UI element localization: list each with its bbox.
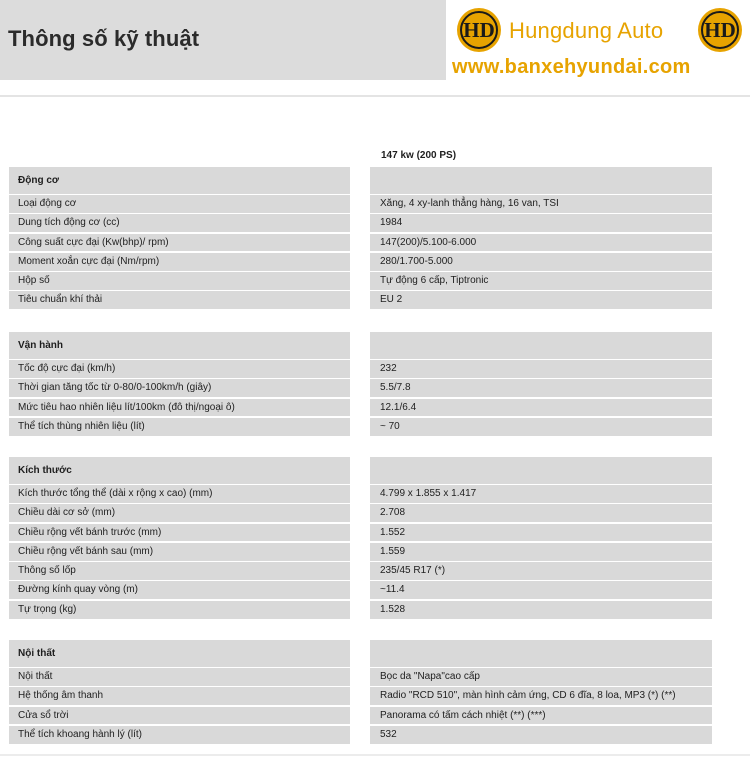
spec-value: 280/1.700-5.000	[370, 253, 712, 271]
spec-label: Chiều dài cơ sở (mm)	[9, 504, 350, 522]
spec-value: 147(200)/5.100-6.000	[370, 234, 712, 252]
spec-value: 532	[370, 726, 712, 744]
table-row	[9, 399, 712, 418]
table-row	[9, 687, 712, 706]
section-title-spacer	[370, 167, 712, 194]
table-row	[9, 234, 712, 253]
spec-label: Thông số lốp	[9, 562, 350, 580]
spec-value: 12.1/6.4	[370, 399, 712, 417]
spec-label: Hệ thống âm thanh	[9, 687, 350, 705]
table-row	[9, 668, 712, 687]
spec-label: Loại động cơ	[9, 195, 350, 213]
table-row	[9, 214, 712, 233]
spec-label: Mức tiêu hao nhiên liệu lít/100km (đô thị/ngoại ô)	[9, 399, 350, 417]
spec-label: Kích thước tổng thể (dài x rộng x cao) (mm)	[9, 485, 350, 503]
spec-value: EU 2	[370, 291, 712, 309]
table-row	[9, 726, 712, 745]
section-header	[9, 332, 712, 360]
table-row	[9, 504, 712, 523]
spec-value: Panorama có tấm cách nhiệt (**) (***)	[370, 707, 712, 725]
spec-label: Nội thất	[9, 668, 350, 686]
spec-value: Xăng, 4 xy-lanh thẳng hàng, 16 van, TSI	[370, 195, 712, 213]
spec-label: Thể tích thùng nhiên liệu (lít)	[9, 418, 350, 436]
spec-value: 4.799 x 1.855 x 1.417	[370, 485, 712, 503]
spec-value: 235/45 R17 (*)	[370, 562, 712, 580]
brand-url[interactable]: www.banxehyundai.com	[452, 56, 691, 78]
spec-value: 5.5/7.8	[370, 379, 712, 397]
table-row	[9, 581, 712, 600]
section-title: Vận hành	[9, 332, 350, 359]
spec-label: Chiều rộng vết bánh sau (mm)	[9, 543, 350, 561]
section-engine	[9, 167, 712, 311]
table-row	[9, 418, 712, 437]
spec-label: Tự trọng (kg)	[9, 601, 350, 619]
section-title-spacer	[370, 640, 712, 667]
table-row	[9, 562, 712, 581]
table-row	[9, 485, 712, 504]
hd-logo-icon	[456, 7, 502, 53]
hd-logo-icon	[697, 7, 743, 53]
section-header	[9, 167, 712, 195]
logo-text-right: HD	[704, 18, 736, 42]
section-title: Kích thước	[9, 457, 350, 484]
spec-label: Cửa sổ trời	[9, 707, 350, 725]
spec-label: Công suất cực đại (Kw(bhp)/ rpm)	[9, 234, 350, 252]
spec-label: Dung tích động cơ (cc)	[9, 214, 350, 232]
spec-label: Đường kính quay vòng (m)	[9, 581, 350, 599]
spec-value: 1984	[370, 214, 712, 232]
spec-label: Thể tích khoang hành lý (lít)	[9, 726, 350, 744]
table-row	[9, 524, 712, 543]
section-title-spacer	[370, 332, 712, 359]
table-row	[9, 543, 712, 562]
section-title-spacer	[370, 457, 712, 484]
table-row	[9, 291, 712, 310]
table-row	[9, 253, 712, 272]
spec-label: Hộp số	[9, 272, 350, 290]
section-dimensions	[9, 457, 712, 620]
spec-value: 1.552	[370, 524, 712, 542]
section-title: Động cơ	[9, 167, 350, 194]
section-header	[9, 640, 712, 668]
spec-label: Chiều rộng vết bánh trước (mm)	[9, 524, 350, 542]
section-interior	[9, 640, 712, 745]
spec-value: 1.559	[370, 543, 712, 561]
section-performance	[9, 332, 712, 437]
table-row	[9, 360, 712, 379]
table-row	[9, 272, 712, 291]
divider	[0, 754, 750, 756]
table-row	[9, 195, 712, 214]
table-row	[9, 601, 712, 620]
spec-value: 232	[370, 360, 712, 378]
spec-value: ~11.4	[370, 581, 712, 599]
brand-name: Hungdung Auto	[509, 18, 664, 43]
spec-label: Moment xoắn cực đại (Nm/rpm)	[9, 253, 350, 271]
table-row	[9, 379, 712, 398]
section-header	[9, 457, 712, 485]
page-title: Thông số kỹ thuật	[8, 26, 200, 51]
table-row	[9, 707, 712, 726]
spec-value: 2.708	[370, 504, 712, 522]
spec-value: Radio "RCD 510", màn hình cảm ứng, CD 6 đĩa, 8 loa, MP3 (*) (**)	[370, 687, 712, 705]
spec-value: Bọc da "Napa"cao cấp	[370, 668, 712, 686]
spec-label: Tiêu chuẩn khí thải	[9, 291, 350, 309]
section-title: Nội thất	[9, 640, 350, 667]
logo-text-left: HD	[463, 18, 495, 42]
spec-value: Tự động 6 cấp, Tiptronic	[370, 272, 712, 290]
column-heading: 147 kw (200 PS)	[381, 150, 457, 161]
spec-label: Tốc độ cực đại (km/h)	[9, 360, 350, 378]
divider	[0, 95, 750, 97]
spec-label: Thời gian tăng tốc từ 0-80/0-100km/h (giây)	[9, 379, 350, 397]
spec-value: ~ 70	[370, 418, 712, 436]
spec-value: 1.528	[370, 601, 712, 619]
